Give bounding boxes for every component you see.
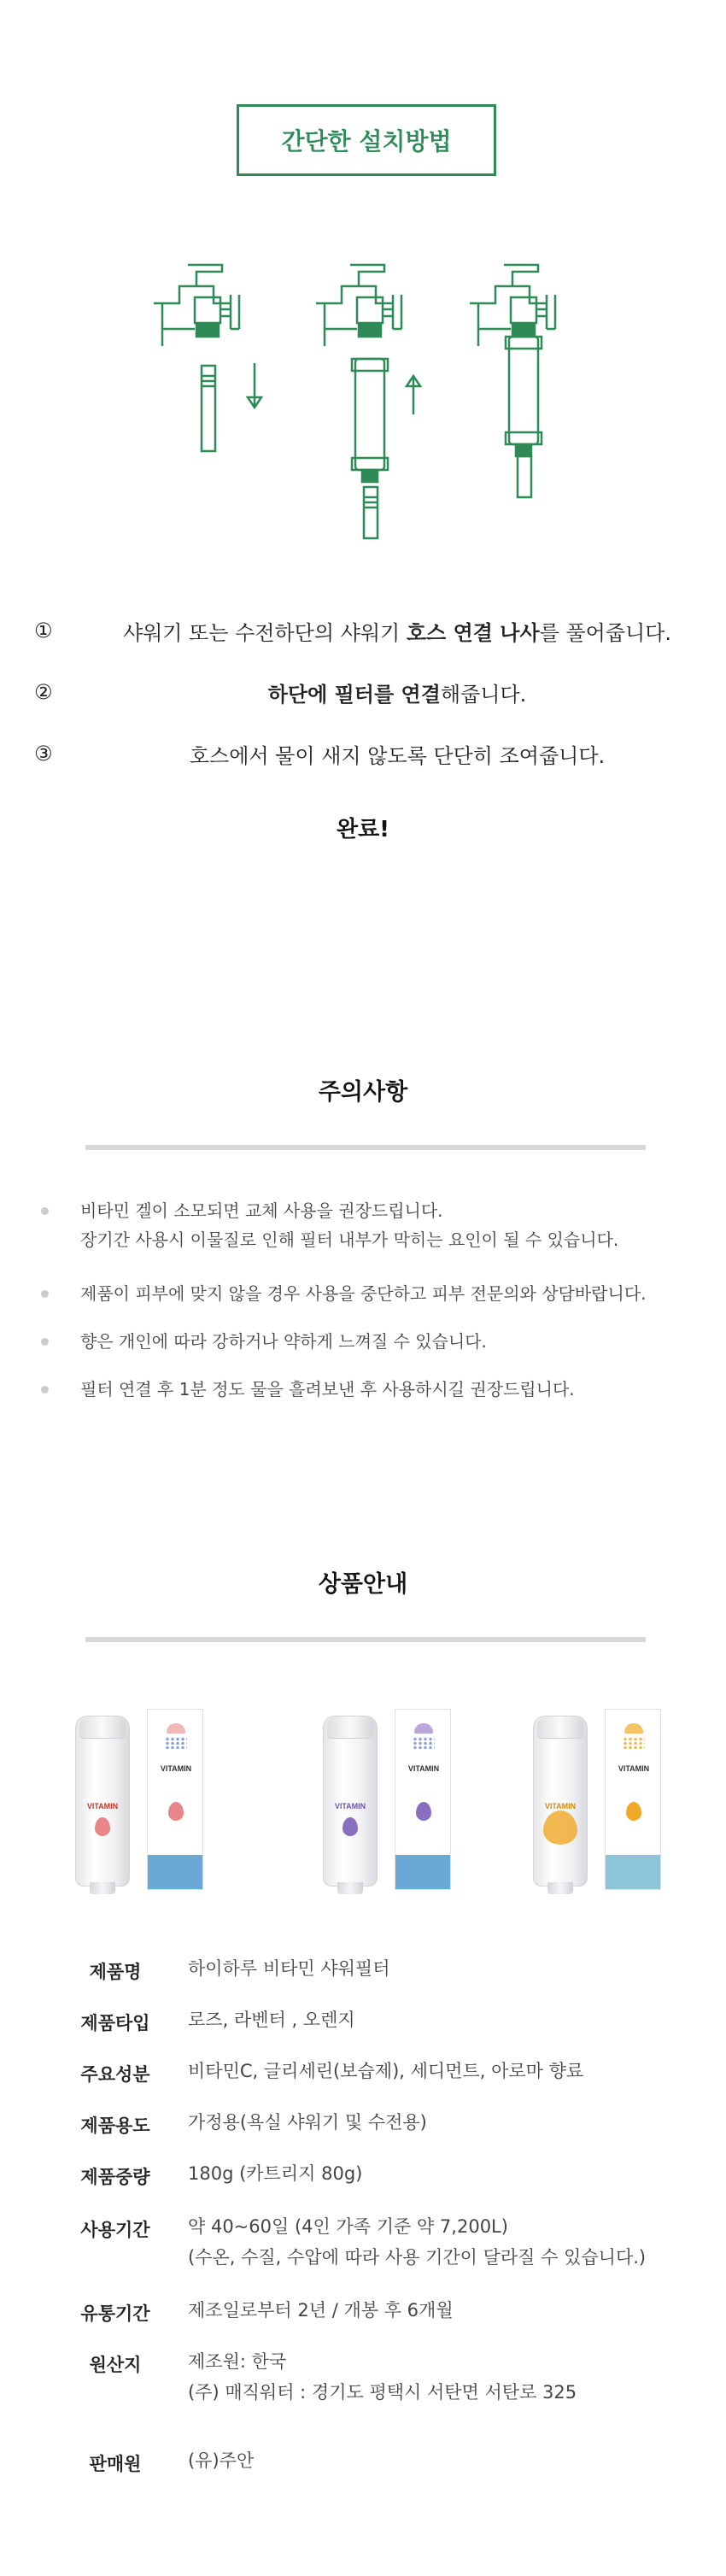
spec-value: 하이하루 비타민 샤워필터	[188, 1958, 390, 1979]
faucet-icon	[154, 265, 261, 451]
caution-divider	[85, 1145, 646, 1150]
product-box: VITAMIN	[395, 1709, 451, 1890]
step-number: ①	[34, 619, 53, 643]
drop-icon	[543, 1810, 577, 1845]
install-step-3	[34, 735, 700, 772]
drop-icon	[168, 1802, 184, 1821]
step-number: ③	[34, 742, 53, 766]
drop-icon	[626, 1802, 641, 1821]
drop-icon	[95, 1817, 110, 1836]
install-done: 완료!	[336, 817, 390, 842]
spec-value: 제조일로부터 2년 / 개봉 후 6개월	[188, 2300, 454, 2321]
drop-icon	[416, 1802, 431, 1821]
spec-value: 180g (카트리지 80g)	[188, 2163, 363, 2184]
step-text: 호스에서 물이 새지 않도록 단단히 조여줍니다.	[189, 743, 606, 768]
shower-icon	[624, 1723, 643, 1734]
shower-icon	[167, 1723, 185, 1734]
faucet-icon	[316, 265, 420, 538]
step-text: 샤워기 또는 수전하단의 샤워기 호스 연결 나사를 풀어줍니다.	[122, 620, 672, 645]
spec-label: 제품타입	[80, 2013, 150, 2033]
product-image-rose	[75, 1709, 203, 1888]
product-box: VITAMIN	[605, 1709, 661, 1890]
spec-value: 가정용(욕실 샤워기 및 수전용)	[188, 2112, 427, 2133]
spec-value: 로즈, 라벤터 , 오렌지	[188, 2010, 355, 2030]
bullet-icon	[41, 1207, 49, 1215]
step-text: 하단에 필터를 연결해줍니다.	[267, 682, 527, 707]
caution-item: 제품이 피부에 맞지 않을 경우 사용을 중단하고 피부 전문의와 상담바랍니다.	[80, 1283, 647, 1304]
spec-value: 제조원: 한국 (주) 매직워터 : 경기도 평택시 서탄면 서탄로 325	[188, 2351, 577, 2403]
faucet-icon	[470, 265, 555, 497]
bullet-icon	[41, 1290, 49, 1298]
filter-bottle: VITAMIN	[533, 1716, 588, 1887]
install-step-1	[34, 612, 700, 649]
bullet-icon	[41, 1338, 49, 1346]
caution-item: 비타민 겔이 소모되면 교체 사용을 권장드립니다. 장기간 사용시 이물질로 인해 필터 내부가 막히는 요인이 될 수 있습니다.	[80, 1200, 619, 1250]
product-divider	[85, 1637, 646, 1642]
product-image-lavender	[323, 1709, 451, 1888]
step-number: ②	[34, 680, 53, 704]
product-image-orange	[533, 1709, 661, 1888]
bullet-icon	[41, 1386, 49, 1394]
filter-bottle: VITAMIN	[75, 1716, 130, 1887]
spec-value: (유)주안	[188, 2450, 255, 2471]
caution-item: 필터 연결 후 1분 정도 물을 흘려보낸 후 사용하시길 권장드립니다.	[80, 1379, 575, 1399]
filter-bottle: VITAMIN	[323, 1716, 378, 1887]
drop-icon	[343, 1817, 358, 1836]
spec-label: 유통기간	[80, 2303, 150, 2324]
caution-item: 향은 개인에 따라 강하거나 약하게 느껴질 수 있습니다.	[80, 1331, 487, 1352]
spec-label: 원산지	[89, 2355, 142, 2375]
spec-value: 약 40~60일 (4인 가족 기준 약 7,200L) (수온, 수질, 수압에 따라 사용 기간이 달라질 수 있습니다.)	[188, 2216, 647, 2268]
install-step-2	[34, 673, 700, 711]
spec-label: 판매원	[89, 2454, 142, 2474]
spec-value: 비타민C, 글리세린(보습제), 세디먼트, 아로마 향료	[188, 2061, 584, 2081]
shower-icon	[414, 1723, 433, 1734]
install-title: 간단한 설치방법	[237, 104, 496, 176]
spec-label: 사용기간	[80, 2220, 150, 2240]
caution-title: 주의사항	[318, 1079, 408, 1106]
spec-label: 제품용도	[80, 2115, 150, 2136]
install-illustration	[145, 256, 589, 555]
spec-label: 주요성분	[80, 2064, 150, 2085]
product-title: 상품안내	[318, 1571, 408, 1598]
spec-label: 제품명	[89, 1962, 142, 1982]
spec-label: 제품중량	[80, 2167, 150, 2187]
product-box: VITAMIN	[147, 1709, 203, 1890]
